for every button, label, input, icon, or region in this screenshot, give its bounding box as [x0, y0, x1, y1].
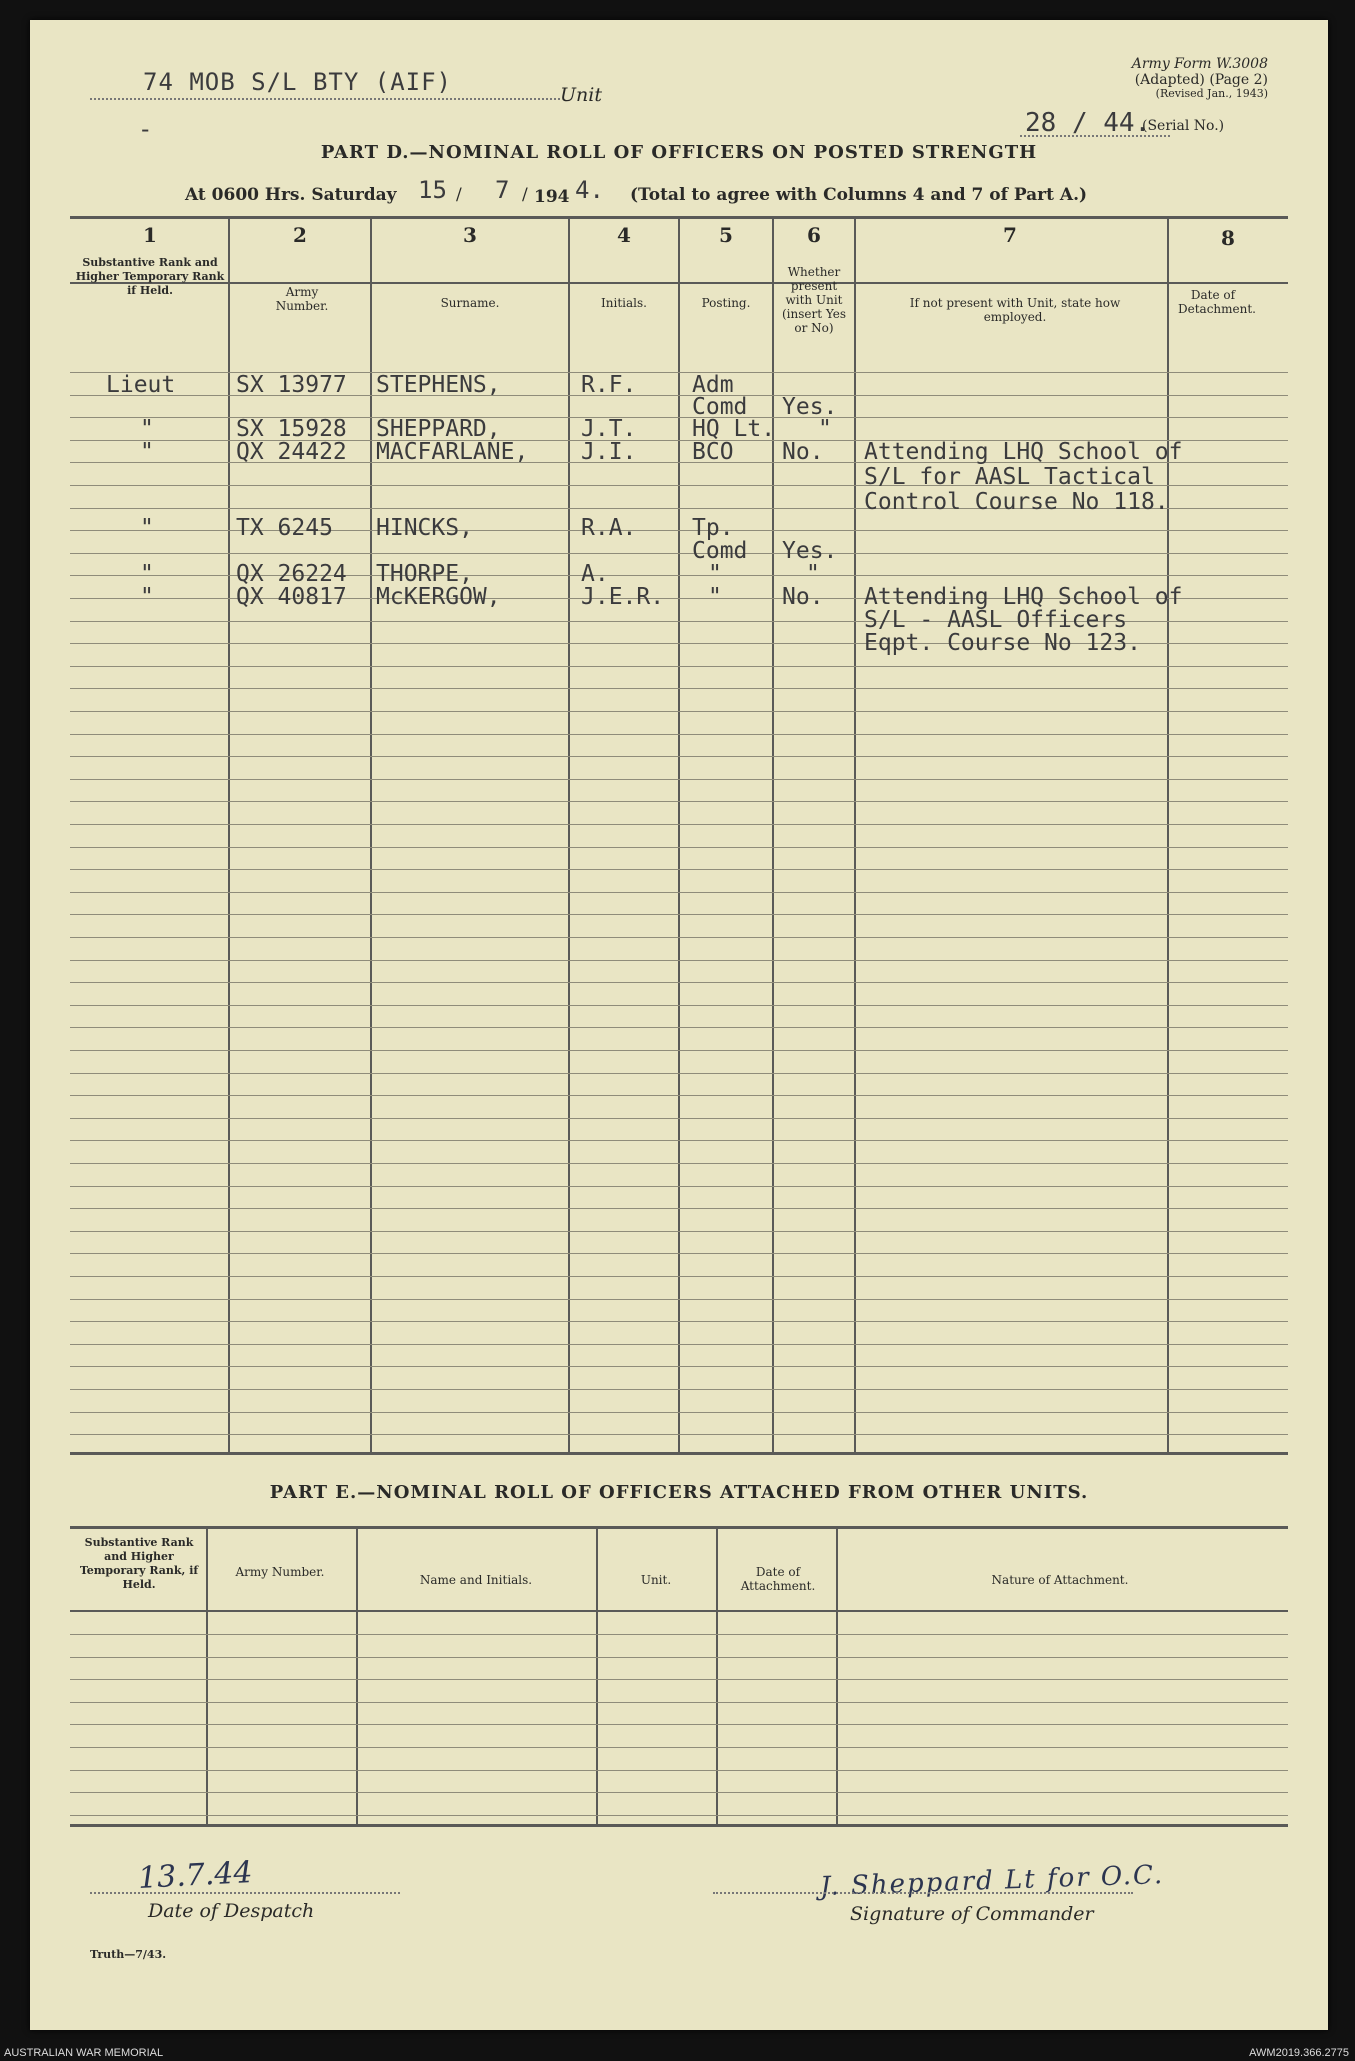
ruled-line	[70, 824, 1288, 825]
date-slash: /	[456, 185, 462, 205]
present-cell: No.	[782, 439, 824, 465]
rank-cell: "	[140, 561, 154, 587]
serial-value: 28 / 44.	[1025, 108, 1151, 138]
form-number: Army Form W.3008	[1131, 56, 1268, 72]
ruled-line	[70, 801, 1288, 802]
col-num-4: 4	[617, 223, 631, 247]
col-num-5: 5	[719, 223, 733, 247]
printer-mark: Truth—7/43.	[90, 1948, 167, 1961]
posting-cell: Comd	[692, 394, 748, 420]
archive-credit: AUSTRALIAN WAR MEMORIAL	[4, 2047, 164, 2059]
posting-cell: "	[708, 561, 722, 587]
table-row	[30, 561, 1328, 585]
ruled-line	[70, 1412, 1288, 1413]
present-cell: Yes.	[782, 538, 838, 564]
part-e-header-rule	[70, 1610, 1288, 1612]
unit-label: Unit	[560, 84, 602, 106]
year-prefix: 194	[534, 187, 570, 207]
ruled-line	[70, 1657, 1288, 1658]
rank-cell: "	[140, 515, 154, 541]
ruled-line	[70, 892, 1288, 893]
present-cell: Yes.	[782, 394, 838, 420]
ruled-line	[70, 1231, 1288, 1232]
posting-cell: Adm	[692, 372, 734, 398]
col-num-1: 1	[143, 223, 157, 247]
surname-cell: SHEPPARD,	[376, 416, 501, 442]
table-row	[30, 538, 1328, 562]
employed-cell: Attending LHQ School of	[864, 584, 1183, 610]
surname-cell: STEPHENS,	[376, 372, 501, 398]
form-page	[30, 20, 1328, 2030]
e-header-name-initials: Name and Initials.	[419, 1573, 533, 1587]
at-time-label: At 0600 Hrs. Saturday	[185, 185, 397, 205]
ruled-line	[70, 1321, 1288, 1322]
ruled-line	[70, 1253, 1288, 1254]
table-row	[30, 416, 1328, 440]
table-row	[30, 584, 1328, 608]
ruled-line	[70, 666, 1288, 667]
part-e-title: PART E.—NOMINAL ROLL OF OFFICERS ATTACHED FROM OTHER UNITS.	[269, 1482, 1089, 1503]
army-number-cell: QX 26224	[236, 561, 347, 587]
ruled-line	[70, 1073, 1288, 1074]
present-cell: "	[806, 561, 820, 587]
e-col-divider-3	[596, 1528, 598, 1825]
header-present: Whether present with Unit (insert Yes or No)	[781, 265, 847, 335]
initials-cell: R.F.	[581, 372, 637, 398]
ruled-line	[70, 1344, 1288, 1345]
ruled-line	[70, 1095, 1288, 1096]
present-cell: No.	[782, 584, 824, 610]
ruled-line	[70, 982, 1288, 983]
posting-cell: "	[708, 584, 722, 610]
table-row	[30, 372, 1328, 396]
ruled-line	[70, 1679, 1288, 1680]
header-initials: Initials.	[601, 296, 647, 310]
col-num-7: 7	[1003, 223, 1017, 247]
initials-cell: J.T.	[581, 416, 637, 442]
posting-cell: HQ Lt.	[692, 416, 776, 442]
ruled-line	[70, 756, 1288, 757]
ruled-line	[70, 1634, 1288, 1635]
form-revised: (Revised Jan., 1943)	[1155, 87, 1268, 100]
despatch-date: 13.7.44	[137, 1855, 254, 1896]
header-employed: If not present with Unit, state how employed.	[909, 296, 1121, 324]
posting-cell: BCO	[692, 439, 734, 465]
e-header-army-number: Army Number.	[235, 1565, 325, 1579]
employed-cell: Eqpt. Course No 123.	[864, 630, 1141, 656]
ruled-line	[70, 960, 1288, 961]
header-posting: Posting.	[701, 296, 751, 310]
ruled-line	[70, 711, 1288, 712]
posting-cell: Comd	[692, 538, 748, 564]
ruled-line	[70, 1118, 1288, 1119]
rank-cell: "	[140, 584, 154, 610]
initials-cell: R.A.	[581, 515, 637, 541]
e-header-date-attachment: Date of Attachment.	[740, 1565, 816, 1593]
ruled-line	[70, 869, 1288, 870]
form-adapted: (Adapted) (Page 2)	[1134, 72, 1268, 88]
serial-label: (Serial No.)	[1142, 118, 1225, 134]
surname-cell: MACFARLANE,	[376, 439, 529, 465]
signature-label: Signature of Commander	[850, 1903, 1094, 1925]
ruled-line	[70, 734, 1288, 735]
ruled-line	[70, 1366, 1288, 1367]
ruled-line	[70, 1389, 1288, 1390]
ruled-line	[70, 1050, 1288, 1051]
e-col-divider-1	[206, 1528, 208, 1825]
table-row	[30, 394, 1328, 418]
ruled-line	[70, 1702, 1288, 1703]
ruled-line	[70, 1208, 1288, 1209]
table-row	[30, 489, 1328, 513]
archive-reference: AWM2019.366.2775	[1249, 2047, 1349, 2059]
ruled-line	[70, 1792, 1288, 1793]
e-header-nature: Nature of Attachment.	[991, 1573, 1129, 1587]
present-cell: "	[818, 416, 832, 442]
surname-cell: McKERGOW,	[376, 584, 501, 610]
e-col-divider-2	[356, 1528, 358, 1825]
ruled-line	[70, 937, 1288, 938]
e-header-rank: Substantive Rank and Higher Temporary Rank, if Held.	[79, 1536, 199, 1591]
army-number-cell: QX 40817	[236, 584, 347, 610]
despatch-dotted-line	[90, 1892, 400, 1894]
table-row	[30, 630, 1328, 654]
year-digit: 4.	[575, 176, 604, 204]
col-num-6: 6	[807, 223, 821, 247]
rank-cell: Lieut	[106, 372, 176, 398]
dash-mark: -	[138, 115, 153, 143]
ruled-line	[70, 1276, 1288, 1277]
table-row	[30, 464, 1328, 488]
ruled-line	[70, 914, 1288, 915]
part-e-bottom-rule	[70, 1824, 1288, 1827]
employed-cell: Control Course No 118.	[864, 489, 1169, 515]
ruled-line	[70, 1724, 1288, 1725]
date-slash-2: /	[522, 185, 528, 205]
ruled-line	[70, 1770, 1288, 1771]
ruled-line	[70, 688, 1288, 689]
surname-cell: THORPE,	[376, 561, 473, 587]
table-row	[30, 515, 1328, 539]
ruled-line	[70, 1299, 1288, 1300]
army-number-cell: SX 15928	[236, 416, 347, 442]
e-header-unit: Unit.	[640, 1573, 672, 1587]
e-col-divider-5	[836, 1528, 838, 1825]
header-army-number: Army Number.	[275, 285, 329, 313]
unit-value: 74 MOB S/L BTY (AIF)	[143, 68, 452, 96]
employed-cell: S/L for AASL Tactical	[864, 464, 1155, 490]
rank-cell: "	[140, 416, 154, 442]
initials-cell: J.E.R.	[581, 584, 665, 610]
posting-cell: Tp.	[692, 515, 734, 541]
unit-dotted-line	[90, 98, 560, 100]
ruled-line	[70, 1815, 1288, 1816]
ruled-line	[70, 1163, 1288, 1164]
army-number-cell: TX 6245	[236, 515, 333, 541]
ruled-line	[70, 1186, 1288, 1187]
col-num-3: 3	[463, 223, 477, 247]
ruled-line	[70, 1005, 1288, 1006]
commander-signature: J. Sheppard Lt for O.C.	[819, 1860, 1165, 1902]
serial-dotted-line	[1020, 135, 1170, 137]
col-num-8: 8	[1221, 226, 1235, 250]
table-row	[30, 439, 1328, 463]
ruled-line	[70, 1027, 1288, 1028]
employed-cell: Attending LHQ School of	[864, 439, 1183, 465]
initials-cell: J.I.	[581, 439, 637, 465]
date-day: 15	[418, 176, 447, 204]
surname-cell: HINCKS,	[376, 515, 473, 541]
ruled-line	[70, 1434, 1288, 1435]
signature-dotted-line	[713, 1892, 1133, 1894]
table-row	[30, 607, 1328, 631]
part-d-title: PART D.—NOMINAL ROLL OF OFFICERS ON POSTED STRENGTH	[320, 142, 1038, 163]
header-surname: Surname.	[440, 296, 500, 310]
despatch-label: Date of Despatch	[148, 1900, 315, 1922]
ruled-line	[70, 1140, 1288, 1141]
header-detachment: Date of Detachment.	[1178, 288, 1256, 316]
initials-cell: A.	[581, 561, 609, 587]
army-number-cell: SX 13977	[236, 372, 347, 398]
e-col-divider-4	[716, 1528, 718, 1825]
date-month: 7	[495, 176, 510, 204]
col-num-2: 2	[293, 223, 307, 247]
ruled-line	[70, 1747, 1288, 1748]
header-rank: Substantive Rank and Higher Temporary Rank if Held.	[75, 256, 225, 297]
part-e-top-rule	[70, 1526, 1288, 1529]
ruled-line	[70, 847, 1288, 848]
rank-cell: "	[140, 439, 154, 465]
army-number-cell: QX 24422	[236, 439, 347, 465]
ruled-line	[70, 779, 1288, 780]
total-note: (Total to agree with Columns 4 and 7 of Part A.)	[630, 185, 1088, 205]
employed-cell: S/L - AASL Officers	[864, 607, 1128, 633]
